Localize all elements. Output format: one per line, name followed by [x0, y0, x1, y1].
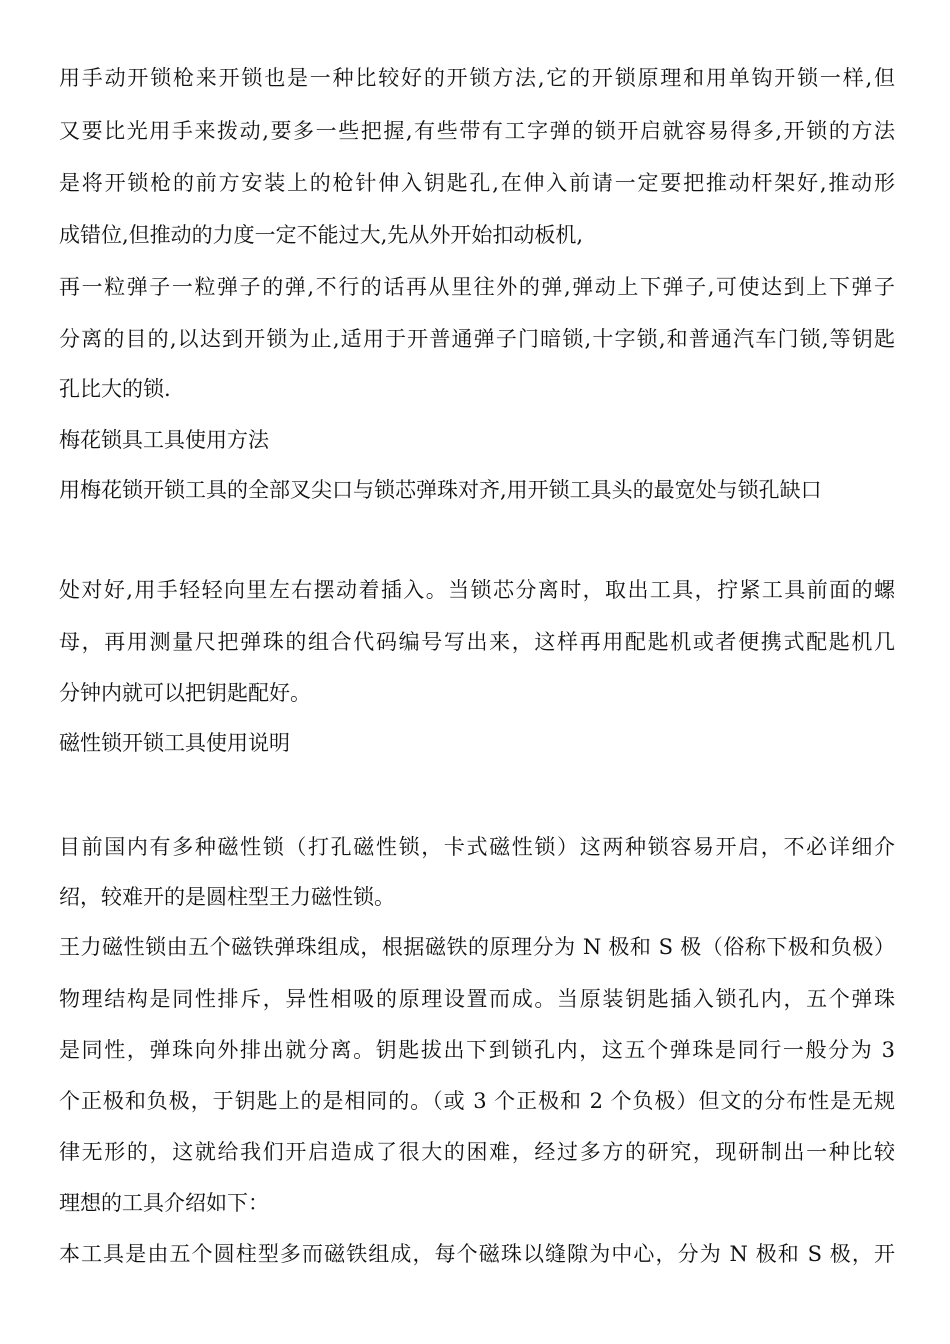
paragraph-line: 是同性，弹珠向外排出就分离。钥匙拔出下到锁孔内，这五个弹珠是同行一般分为 3 — [59, 1038, 895, 1062]
paragraph-line: 用手动开锁枪来开锁也是一种比较好的开锁方法,它的开锁原理和用单钩开锁一样,但 — [59, 66, 895, 90]
paragraph-line: 个正极和负极，于钥匙上的是相同的。（或 3 个正极和 2 个负极）但文的分布性是无规 — [59, 1089, 895, 1113]
paragraph-line: 理想的工具介绍如下： — [59, 1191, 269, 1215]
paragraph-line: 母，再用测量尺把弹珠的组合代码编号写出来，这样再用配匙机或者便携式配匙机几 — [59, 630, 895, 654]
paragraph-line: 分钟内就可以把钥匙配好。 — [59, 681, 311, 705]
paragraph-line: 物理结构是同性排斥，异性相吸的原理设置而成。当原装钥匙插入锁孔内，五个弹珠 — [59, 987, 895, 1011]
paragraph-line: 王力磁性锁由五个磁铁弹珠组成，根据磁铁的原理分为 N 极和 S 极（俗称下极和负极） — [59, 935, 895, 959]
paragraph-line: 分离的目的,以达到开锁为止,适用于开普通弹子门暗锁,十字锁,和普通汽车门锁,等钥匙 — [59, 327, 895, 351]
paragraph-line: 又要比光用手来拨动,要多一些把握,有些带有工字弹的锁开启就容易得多,开锁的方法 — [59, 119, 895, 143]
paragraph-line: 孔比大的锁. — [59, 377, 171, 401]
section-heading: 梅花锁具工具使用方法 — [59, 428, 269, 452]
paragraph-line: 再一粒弹子一粒弹子的弹,不行的话再从里往外的弹,弹动上下弹子,可使达到上下弹子 — [59, 275, 895, 299]
paragraph-line: 本工具是由五个圆柱型多而磁铁组成，每个磁珠以缝隙为中心，分为 N 极和 S 极，开 — [59, 1242, 895, 1266]
paragraph-line: 是将开锁枪的前方安装上的枪针伸入钥匙孔,在伸入前请一定要把推动杆架好,推动形 — [59, 171, 895, 195]
paragraph-line: 绍，较难开的是圆柱型王力磁性锁。 — [59, 885, 395, 909]
section-heading: 磁性锁开锁工具使用说明 — [59, 731, 290, 755]
paragraph-line: 律无形的，这就给我们开启造成了很大的困难，经过多方的研究，现研制出一种比较 — [59, 1140, 895, 1164]
paragraph-line: 用梅花锁开锁工具的全部叉尖口与锁芯弹珠对齐,用开锁工具头的最宽处与锁孔缺口 — [59, 478, 822, 502]
paragraph-line: 处对好,用手轻轻向里左右摆动着插入。当锁芯分离时，取出工具，拧紧工具前面的螺 — [59, 578, 895, 602]
paragraph-line: 目前国内有多种磁性锁（打孔磁性锁，卡式磁性锁）这两种锁容易开启，不必详细介 — [59, 835, 895, 859]
paragraph-line: 成错位,但推动的力度一定不能过大,先从外开始扣动板机, — [59, 223, 584, 247]
